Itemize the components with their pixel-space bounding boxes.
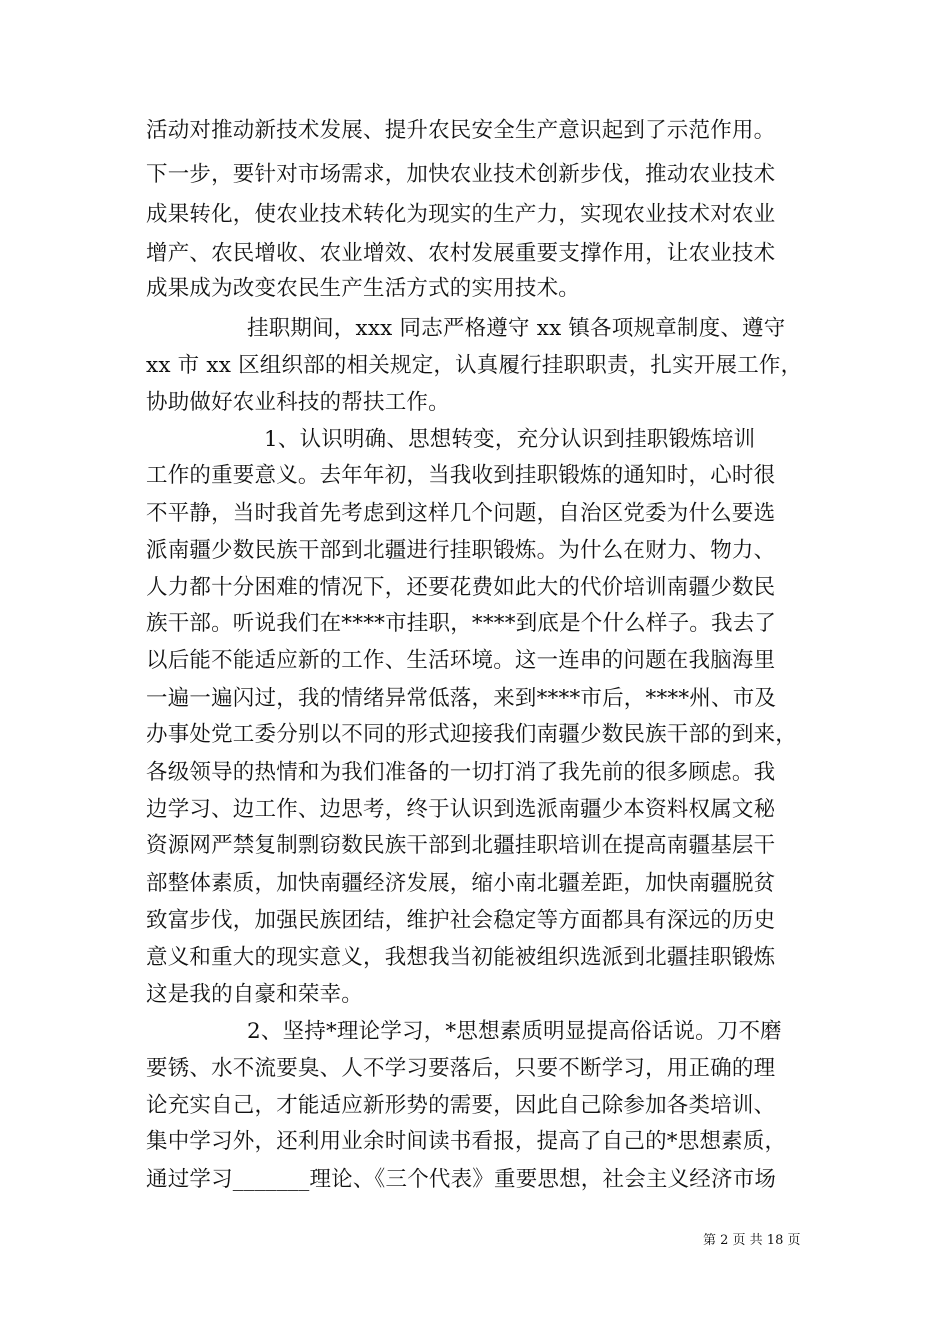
text-line: 活动对推动新技术发展、提升农民安全生产意识起到了示范作用。 (146, 118, 776, 143)
text-line: 下一步，要针对市场需求，加快农业技术创新步伐，推动农业技术 (146, 162, 776, 187)
text-line: 致富步伐，加强民族团结，维护社会稳定等方面都具有深远的历史 (146, 908, 776, 933)
text-line: 增产、农民增收、农业增效、农村发展重要支撑作用，让农业技术 (146, 241, 776, 266)
text-line: 要锈、水不流要臭、人不学习要落后，只要不断学习，用正确的理 (146, 1056, 776, 1081)
text-line: 不平静，当时我首先考虑到这样几个问题，自治区党委为什么要选 (146, 501, 776, 526)
text-line: 各级领导的热情和为我们准备的一切打消了我先前的很多顾虑。我 (146, 760, 776, 785)
text-line: 成果成为改变农民生产生活方式的实用技术。 (146, 276, 581, 301)
text-line: 办事处党工委分别以不同的形式迎接我们南疆少数民族干部的到来， (146, 722, 798, 747)
text-line: 通过学习_______理论、《三个代表》重要思想，社会主义经济市场 (146, 1167, 777, 1192)
text-line: 以后能不能适应新的工作、生活环境。这一连串的问题在我脑海里 (146, 648, 776, 673)
text-line: 协助做好农业科技的帮扶工作。 (146, 390, 450, 415)
text-line: 部整体素质，加快南疆经济发展，缩小南北疆差距，加快南疆脱贫 (146, 871, 776, 896)
text-line: 1、认识明确、思想转变，充分认识到挂职锻炼培训 (264, 427, 756, 452)
text-line: 工作的重要意义。去年年初，当我收到挂职锻炼的通知时，心时很 (146, 463, 776, 488)
text-line: 意义和重大的现实意义，我想我当初能被组织选派到北疆挂职锻炼 (146, 945, 776, 970)
text-line: 挂职期间，xxx 同志严格遵守 xx 镇各项规章制度、遵守 (247, 316, 786, 341)
text-line: 资源网严禁复制剽窃数民族干部到北疆挂职培训在提高南疆基层干 (146, 833, 776, 858)
text-line: xx 市 xx 区组织部的相关规定，认真履行挂职职责，扎实开展工作， (146, 353, 803, 378)
text-line: 2、坚持*理论学习，*思想素质明显提高俗话说。刀不磨 (247, 1019, 782, 1044)
text-line: 族干部。听说我们在****市挂职，****到底是个什么样子。我去了 (146, 611, 777, 636)
text-line: 派南疆少数民族干部到北疆进行挂职锻炼。为什么在财力、物力、 (146, 538, 776, 563)
text-line: 论充实自己，才能适应新形势的需要，因此自己除参加各类培训、 (146, 1093, 776, 1118)
text-line: 成果转化，使农业技术转化为现实的生产力，实现农业技术对农业 (146, 202, 776, 227)
page-number: 第 2 页 共 18 页 (703, 1233, 801, 1248)
text-line: 这是我的自豪和荣幸。 (146, 982, 364, 1007)
text-line: 集中学习外，还利用业余时间读书看报，提高了自己的*思想素质， (146, 1129, 787, 1154)
text-line: 边学习、边工作、边思考，终于认识到选派南疆少本资料权属文秘 (146, 797, 776, 822)
text-line: 人力都十分困难的情况下，还要花费如此大的代价培训南疆少数民 (146, 575, 776, 600)
text-line: 一遍一遍闪过，我的情绪异常低落，来到****市后，****州、市及 (146, 686, 777, 711)
